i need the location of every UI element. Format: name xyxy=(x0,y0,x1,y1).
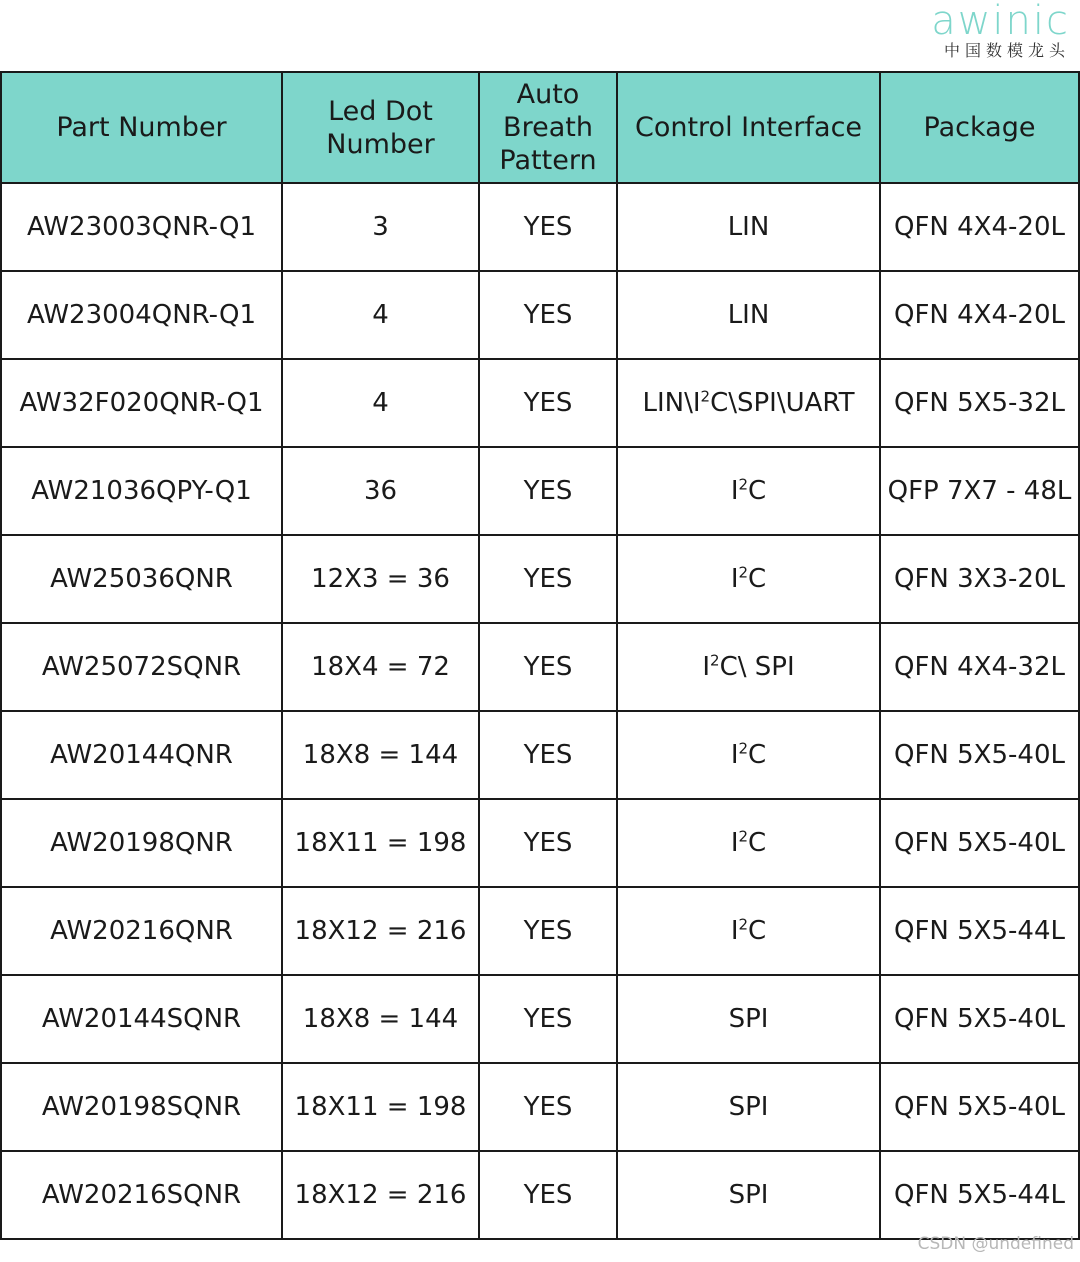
cell-auto-breath: YES xyxy=(479,359,617,447)
table-header xyxy=(1,72,1079,183)
table-body xyxy=(1,183,1079,1239)
interface-text: C xyxy=(748,916,767,946)
cell-led-dot-number: 3 xyxy=(282,183,479,271)
cell-part-number: AW25072SQNR xyxy=(1,623,282,711)
cell-led-dot-number: 12X3 = 36 xyxy=(282,535,479,623)
cell-part-number: AW20198SQNR xyxy=(1,1063,282,1151)
cell-control-interface xyxy=(617,711,880,799)
interface-text: LIN\I xyxy=(642,388,701,418)
cell-auto-breath: YES xyxy=(479,535,617,623)
table-row xyxy=(1,1063,1079,1151)
cell-package: QFN 3X3-20L xyxy=(880,535,1079,623)
cell-package: QFN 5X5-40L xyxy=(880,711,1079,799)
cell-part-number: AW23004QNR-Q1 xyxy=(1,271,282,359)
cell-part-number: AW20144QNR xyxy=(1,711,282,799)
interface-text: I xyxy=(730,476,739,506)
cell-control-interface xyxy=(617,535,880,623)
cell-package: QFP 7X7 - 48L xyxy=(880,447,1079,535)
interface-text: C\ SPI xyxy=(719,652,795,682)
interface-text: C xyxy=(748,476,767,506)
cell-auto-breath: YES xyxy=(479,887,617,975)
interface-text: SPI xyxy=(728,1092,769,1122)
table-row xyxy=(1,887,1079,975)
watermark: CSDN @undefined xyxy=(917,1234,1074,1254)
table-row xyxy=(1,623,1079,711)
cell-control-interface xyxy=(617,447,880,535)
table-row xyxy=(1,183,1079,271)
interface-superscript: 2 xyxy=(738,739,749,758)
cell-package: QFN 4X4-32L xyxy=(880,623,1079,711)
table-row xyxy=(1,359,1079,447)
cell-led-dot-number: 18X12 = 216 xyxy=(282,887,479,975)
cell-auto-breath: YES xyxy=(479,799,617,887)
table-row xyxy=(1,1151,1079,1239)
header-part-number: Part Number xyxy=(1,72,282,183)
header-led-dot-number: Led Dot Number xyxy=(282,72,479,183)
cell-part-number: AW25036QNR xyxy=(1,535,282,623)
cell-auto-breath: YES xyxy=(479,271,617,359)
cell-led-dot-number: 4 xyxy=(282,359,479,447)
cell-package: QFN 5X5-32L xyxy=(880,359,1079,447)
cell-part-number: AW20198QNR xyxy=(1,799,282,887)
cell-control-interface xyxy=(617,799,880,887)
header-auto-breath-pattern: Auto Breath Pattern xyxy=(479,72,617,183)
product-table xyxy=(0,71,1080,1240)
cell-led-dot-number: 18X11 = 198 xyxy=(282,799,479,887)
cell-part-number: AW21036QPY-Q1 xyxy=(1,447,282,535)
logo-tagline: 中国数模龙头 xyxy=(943,41,1070,60)
cell-auto-breath: YES xyxy=(479,1063,617,1151)
cell-part-number: AW20144SQNR xyxy=(1,975,282,1063)
cell-led-dot-number: 36 xyxy=(282,447,479,535)
cell-control-interface xyxy=(617,1063,880,1151)
cell-led-dot-number: 4 xyxy=(282,271,479,359)
cell-package: QFN 5X5-44L xyxy=(880,1151,1079,1239)
interface-text: C xyxy=(748,564,767,594)
table-row xyxy=(1,975,1079,1063)
interface-superscript: 2 xyxy=(710,651,720,670)
cell-auto-breath: YES xyxy=(479,183,617,271)
cell-auto-breath: YES xyxy=(479,623,617,711)
cell-led-dot-number: 18X4 = 72 xyxy=(282,623,479,711)
cell-auto-breath: YES xyxy=(479,711,617,799)
cell-auto-breath: YES xyxy=(479,975,617,1063)
interface-superscript: 2 xyxy=(738,563,749,582)
cell-control-interface xyxy=(617,359,880,447)
interface-text: I xyxy=(730,740,739,770)
cell-part-number: AW20216SQNR xyxy=(1,1151,282,1239)
header-row xyxy=(1,72,1079,183)
awinic-logo xyxy=(910,0,1070,64)
cell-led-dot-number: 18X11 = 198 xyxy=(282,1063,479,1151)
cell-control-interface xyxy=(617,183,880,271)
cell-auto-breath: YES xyxy=(479,447,617,535)
cell-control-interface xyxy=(617,271,880,359)
interface-text: C\SPI\UART xyxy=(710,388,855,418)
cell-package: QFN 5X5-40L xyxy=(880,799,1079,887)
cell-led-dot-number: 18X8 = 144 xyxy=(282,975,479,1063)
header-package: Package xyxy=(880,72,1079,183)
cell-control-interface xyxy=(617,975,880,1063)
interface-text: I xyxy=(730,916,739,946)
cell-part-number: AW20216QNR xyxy=(1,887,282,975)
cell-part-number: AW23003QNR-Q1 xyxy=(1,183,282,271)
cell-package: QFN 4X4-20L xyxy=(880,183,1079,271)
interface-text: LIN xyxy=(727,212,770,242)
interface-superscript: 2 xyxy=(738,827,749,846)
header-control-interface: Control Interface xyxy=(617,72,880,183)
table-row xyxy=(1,271,1079,359)
table-row xyxy=(1,447,1079,535)
cell-package: QFN 5X5-44L xyxy=(880,887,1079,975)
interface-text: LIN xyxy=(727,300,770,330)
cell-package: QFN 5X5-40L xyxy=(880,1063,1079,1151)
interface-text: C xyxy=(748,828,767,858)
interface-text: C xyxy=(748,740,767,770)
cell-led-dot-number: 18X12 = 216 xyxy=(282,1151,479,1239)
cell-package: QFN 5X5-40L xyxy=(880,975,1079,1063)
cell-control-interface xyxy=(617,1151,880,1239)
cell-part-number: AW32F020QNR-Q1 xyxy=(1,359,282,447)
logo-wordmark: awinic xyxy=(931,0,1070,44)
table-row xyxy=(1,799,1079,887)
interface-text: I xyxy=(730,828,739,858)
cell-control-interface xyxy=(617,623,880,711)
interface-superscript: 2 xyxy=(700,387,711,406)
interface-text: SPI xyxy=(728,1004,769,1034)
cell-package: QFN 4X4-20L xyxy=(880,271,1079,359)
table-row xyxy=(1,711,1079,799)
interface-superscript: 2 xyxy=(738,475,749,494)
interface-text: I xyxy=(702,652,711,682)
cell-control-interface xyxy=(617,887,880,975)
table-row xyxy=(1,535,1079,623)
interface-superscript: 2 xyxy=(738,915,749,934)
cell-auto-breath: YES xyxy=(479,1151,617,1239)
interface-text: I xyxy=(730,564,739,594)
cell-led-dot-number: 18X8 = 144 xyxy=(282,711,479,799)
interface-text: SPI xyxy=(728,1180,769,1210)
